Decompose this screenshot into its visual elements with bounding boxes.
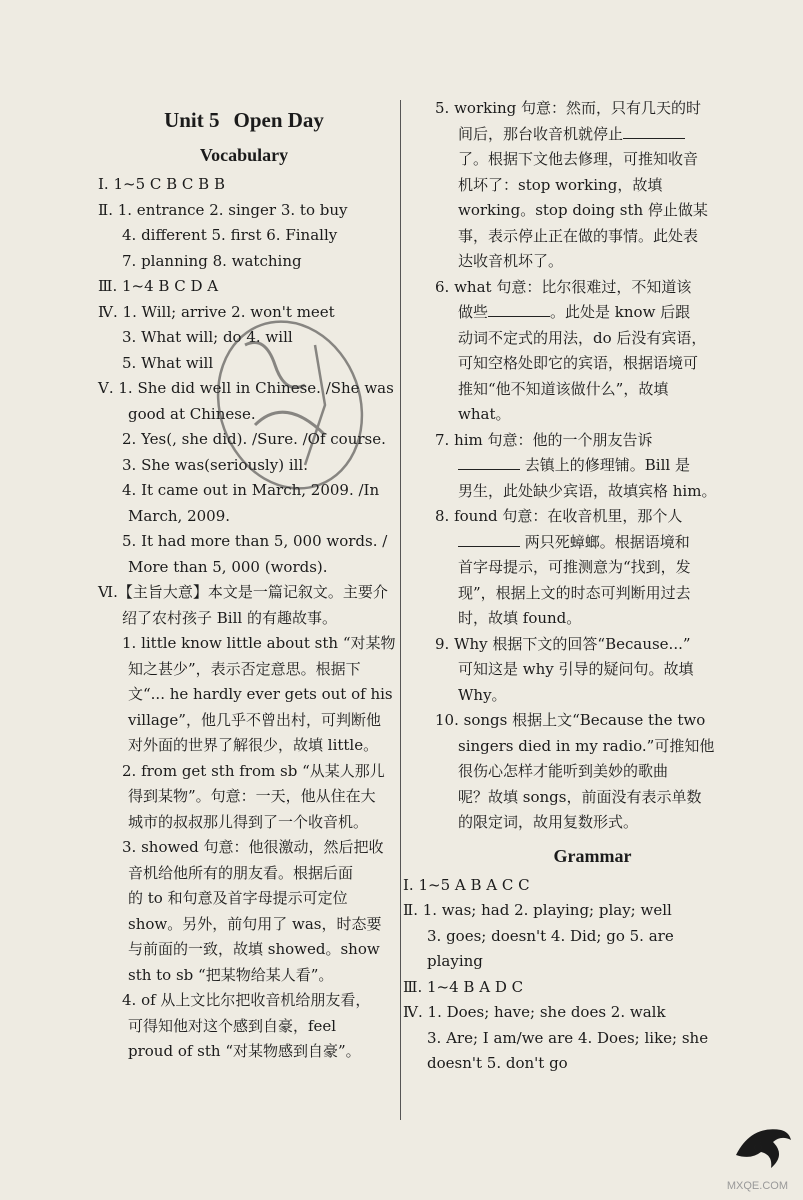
answer-text: 的 to 和句意及首字母提示可定位 [128, 889, 348, 907]
answer-text: 7. planning 8. watching [122, 251, 302, 270]
grammar-lines-line [403, 924, 760, 950]
answer-text: Ⅱ. 1. entrance 2. singer 3. to buy [98, 200, 348, 219]
answer-text: singers died in my radio.”可推知他 [458, 736, 715, 755]
left-lines-line [98, 988, 390, 1014]
unit-number: Unit 5 [164, 108, 220, 132]
answer-text: 可知这是 why 引导的疑问句。故填 [458, 660, 694, 678]
right-lines-line [425, 326, 760, 352]
left-lines-line [98, 274, 390, 300]
answer-text: 3. What will; do 4. will [122, 328, 293, 346]
grammar-lines-line [403, 949, 760, 975]
answer-text: 2. Yes(, she did). /Sure. /Of course. [122, 430, 386, 448]
right-lines-line [425, 581, 760, 607]
grammar-lines-line [403, 975, 760, 1001]
left-column [98, 100, 396, 1065]
left-lines-line [98, 657, 390, 683]
answer-text-after-blank: 两只死蟑螂。根据语境和 [520, 532, 690, 551]
answer-text: 4. of 从上文比尔把收音机给朋友看， [122, 991, 371, 1009]
answer-text: Ⅲ. 1~4 B C D A [98, 277, 219, 295]
answer-text: 5. working 句意：然而，只有几天的时 [435, 99, 702, 117]
answer-text: 了。根据下文他去修理，可推知收音 [458, 150, 699, 168]
answer-text: 达收音机坏了。 [458, 252, 564, 270]
answer-text: March, 2009. [128, 506, 231, 525]
answer-text: 音机给他所有的朋友看。根据后面 [128, 863, 354, 882]
left-lines-line [98, 580, 390, 606]
right-lines-line [425, 224, 760, 250]
vocabulary-heading: Vocabulary [199, 145, 289, 165]
left-lines-line [98, 606, 390, 632]
right-lines-line [425, 683, 760, 709]
right-lines-line [425, 734, 760, 760]
handwritten-stamp-mark [205, 305, 375, 505]
answer-text: proud of sth “对某物感到自豪”。 [128, 1042, 361, 1060]
answer-text: playing [427, 952, 483, 970]
left-lines-line [98, 733, 390, 759]
answer-text: 得到某物”。句意：一天，他从住在大 [128, 787, 376, 805]
answer-text: 与前面的一致，故填 showed。show [128, 940, 380, 958]
right-lines-line [425, 96, 760, 122]
left-lines-line [98, 555, 390, 581]
left-lines-line [98, 912, 390, 938]
answer-text: 1. little know little about sth “对某物 [122, 634, 396, 652]
right-lines-line [425, 810, 760, 836]
right-lines-line [425, 275, 760, 301]
left-lines-line [98, 937, 390, 963]
left-lines-line [98, 682, 393, 708]
right-lines-line [425, 122, 760, 148]
answer-text: Ⅱ. 1. was; had 2. playing; play; well [403, 901, 672, 919]
left-lines-line [98, 835, 390, 861]
right-lines-line [425, 785, 760, 811]
left-lines-line [98, 1039, 390, 1065]
answer-text: working。stop doing sth 停止做某 [458, 201, 708, 219]
answer-text: 男生，此处缺少宾语，故填宾格 him。 [458, 481, 717, 500]
answer-text: Why。 [458, 685, 507, 704]
right-lines-line [425, 173, 760, 199]
right-lines-line [425, 300, 760, 326]
right-lines-line [425, 351, 760, 377]
answer-text-after-blank: 去镇上的修理铺。Bill 是 [520, 456, 690, 474]
left-lines-line [98, 223, 390, 249]
answer-text: what。 [458, 405, 511, 423]
answer-text: 9. Why 根据下文的回答“Because...” [435, 634, 691, 653]
answer-text: 3. showed 句意：他很激动，然后把收 [122, 838, 384, 856]
grammar-lines-line [403, 898, 760, 924]
answer-text: 的限定词，故用复数形式。 [458, 813, 639, 831]
answer-text: 对外面的世界了解很少，故填 little。 [128, 736, 379, 754]
fill-blank [488, 302, 550, 317]
left-lines-line [98, 784, 390, 810]
unit-title [98, 108, 390, 133]
answer-text: 城市的叔叔那儿得到了一个收音机。 [128, 812, 369, 831]
right-lines-line [425, 479, 760, 505]
right-lines-line [425, 198, 760, 224]
answer-text: 绍了农村孩子 Bill 的有趣故事。 [122, 608, 337, 627]
answer-text: 动词不定式的用法，do 后没有宾语， [458, 328, 707, 347]
answer-text: sth to sb “把某物给某人看”。 [128, 965, 334, 984]
answer-text: Ⅴ. 1. She did well in Chinese. /She was [98, 379, 394, 397]
answer-text: 4. It came out in March, 2009. /In [122, 481, 380, 499]
answer-text: Ⅵ.【主旨大意】本文是一篇记叙文。主要介 [98, 583, 388, 601]
left-lines-line [98, 886, 390, 912]
answer-text: show。另外，前句用了 was，时态要 [128, 914, 382, 933]
page-number: 8 [752, 1135, 763, 1155]
left-lines-line [98, 759, 390, 785]
left-lines-line [98, 963, 390, 989]
answer-text: 3. Are; I am/we are 4. Does; like; she [427, 1028, 709, 1047]
unit-name: Open Day [233, 108, 324, 132]
answer-text: 时，故填 found。 [458, 609, 582, 627]
answer-text: doesn't 5. don't go [427, 1054, 568, 1072]
right-lines-line [425, 377, 760, 403]
answer-text: 7. him 句意：他的一个朋友告诉 [435, 430, 653, 449]
answer-text: 6. what 句意：比尔很难过，不知道该 [435, 277, 692, 296]
answer-text: 机坏了：stop working，故填 [458, 175, 663, 194]
answer-text: 知之甚少”，表示否定意思。根据下 [128, 659, 361, 678]
right-lines-line [425, 453, 760, 479]
answer-text: 很伤心怎样才能听到美妙的歌曲 [458, 762, 669, 780]
grammar-lines-line [403, 873, 760, 899]
grammar-lines-line [403, 1000, 760, 1026]
right-column [403, 96, 760, 1077]
right-lines-line [425, 504, 760, 530]
left-lines-line [98, 1014, 390, 1040]
answer-text: 首字母提示，可推测意为“找到，发 [458, 558, 691, 576]
right-lines-line [425, 657, 760, 683]
right-lines-line [425, 530, 760, 556]
answer-text: 3. She was(seriously) ill. [122, 455, 308, 474]
grammar-lines-line [403, 1051, 760, 1077]
fill-blank [458, 455, 520, 470]
answer-text: Ⅳ. 1. Does; have; she does 2. walk [403, 1003, 666, 1021]
fill-blank [458, 532, 520, 547]
answer-text: 文“... he hardly ever gets out of his [128, 685, 393, 703]
watermark-text: MXQE.COM [726, 1180, 788, 1192]
answer-text: Ⅳ. 1. Will; arrive 2. won't meet [98, 302, 335, 321]
grammar-lines-line [403, 1026, 760, 1052]
right-lines-line [425, 708, 760, 734]
right-lines-line [425, 428, 760, 454]
answer-text: 推知“他不知道该做什么”，故填 [458, 379, 669, 398]
fill-blank [623, 124, 685, 139]
left-lines-line [98, 198, 390, 224]
grammar-answer-list [403, 873, 760, 1077]
left-lines-line [98, 708, 390, 734]
answer-text: 呢？故填 songs，前面没有表示单数 [458, 787, 702, 806]
right-lines-line [425, 632, 760, 658]
right-lines-line [425, 555, 760, 581]
right-lines-line [425, 147, 760, 173]
answer-text: 10. songs 根据上文“Because the two [435, 711, 706, 729]
answer-text: 5. It had more than 5, 000 words. / [122, 532, 388, 550]
answer-text: Ⅲ. 1~4 B A D C [403, 977, 524, 996]
answer-text: good at Chinese. [128, 404, 256, 423]
answer-text: village”，他几乎不曾出村，可判断他 [128, 710, 381, 729]
left-lines-line [98, 504, 390, 530]
answer-text: 5. What will [122, 353, 214, 372]
answer-text: 3. goes; doesn't 4. Did; go 5. are [427, 926, 674, 945]
answer-text: Ⅰ. 1~5 C B C B B [98, 175, 225, 193]
right-lines-line [425, 759, 760, 785]
right-lines-line [425, 606, 760, 632]
right-answer-list [425, 96, 760, 836]
answer-text: 做些 [458, 303, 489, 321]
column-divider [400, 100, 401, 1120]
answer-text: 2. from get sth from sb “从某人那儿 [122, 761, 385, 780]
right-lines-line [425, 402, 760, 428]
grammar-heading: Grammar [553, 845, 632, 866]
answer-text: 事，表示停止正在做的事情。此处表 [458, 226, 699, 245]
answer-text: 8. found 句意：在收音机里，那个人 [435, 507, 683, 525]
answer-text: 间后，那台收音机就停止 [458, 124, 624, 143]
left-lines-line [98, 861, 390, 887]
answer-text: 现”，根据上文的时态可判断用过去 [458, 583, 691, 602]
answer-text: 可得知他对这个感到自豪，feel [128, 1016, 337, 1035]
answer-text: Ⅰ. 1~5 A B A C C [403, 875, 530, 894]
left-lines-line [98, 529, 390, 555]
answer-text: 4. different 5. first 6. Finally [122, 226, 338, 244]
answer-text: 可知空格处即它的宾语，根据语境可 [458, 354, 699, 372]
right-lines-line [425, 249, 760, 275]
answer-text-after-blank: 。此处是 know 后跟 [550, 303, 691, 321]
left-lines-line [98, 810, 390, 836]
left-lines-line [98, 249, 390, 275]
left-lines-line [98, 631, 396, 657]
answer-text: More than 5, 000 (words). [128, 557, 328, 576]
left-lines-line [98, 172, 390, 198]
